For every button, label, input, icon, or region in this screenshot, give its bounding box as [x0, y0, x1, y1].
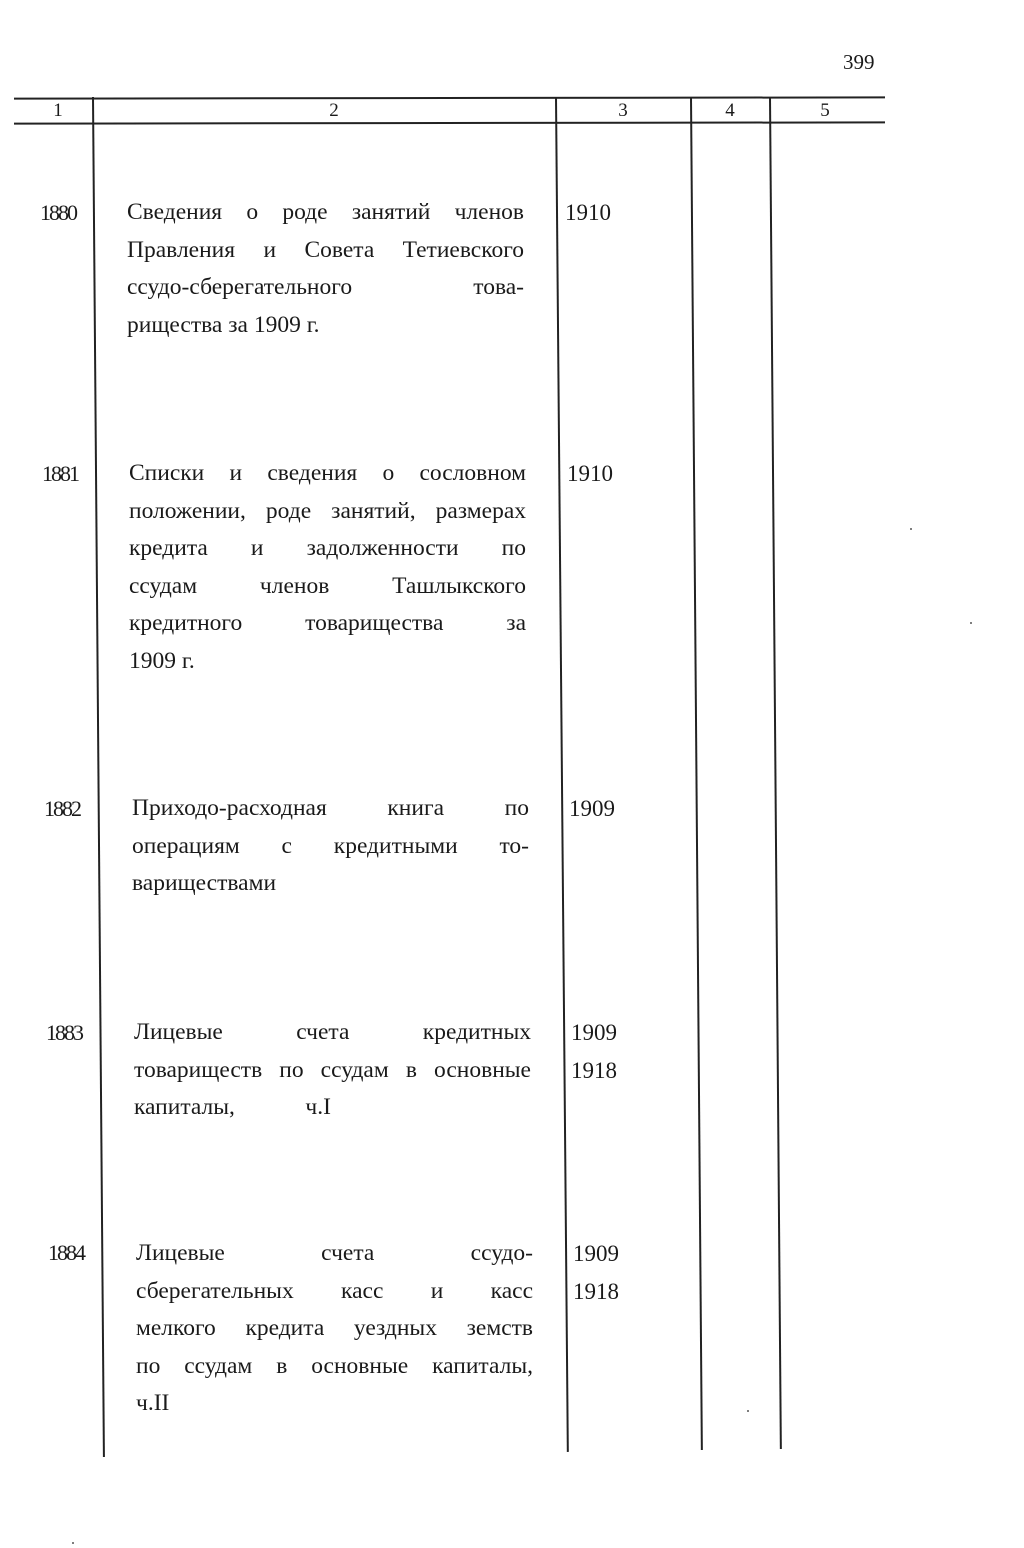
description-line: Приходо-расходная книга по — [132, 795, 529, 821]
year: 1918 — [573, 1279, 619, 1304]
year: 1909 — [569, 796, 615, 821]
column-divider-1-2 — [92, 97, 104, 1457]
description-line: ч.II — [136, 1390, 170, 1416]
description-line: по ссудам в основные капиталы, — [136, 1352, 533, 1379]
table-top-rule — [14, 96, 885, 99]
entry-description — [129, 455, 526, 680]
scan-speck — [910, 528, 912, 530]
entry-number: 1884 — [48, 1240, 84, 1265]
entry-number: 1881 — [42, 461, 78, 486]
year: 1910 — [565, 200, 611, 225]
year: 1910 — [567, 461, 613, 486]
page-number: 399 — [843, 50, 875, 74]
year: 1909 — [571, 1020, 617, 1045]
year: 1918 — [571, 1058, 617, 1083]
scan-speck — [970, 622, 972, 624]
column-header-3: 3 — [618, 100, 628, 121]
column-header-4: 4 — [725, 100, 735, 121]
column-header-1: 1 — [53, 100, 63, 121]
description-line: рищества за 1909 г. — [127, 311, 320, 338]
entry-years — [573, 1235, 619, 1311]
description-line: ссудам членов Ташлыкского — [129, 572, 526, 599]
entry-number: 1883 — [46, 1020, 82, 1045]
entry-description — [132, 790, 529, 903]
scan-speck — [72, 1542, 74, 1544]
column-divider-2-3 — [555, 97, 568, 1452]
description-line: сберегательных касс и касс — [136, 1277, 533, 1304]
description-line: положении, роде занятий, размерах — [129, 497, 526, 524]
entry-years — [567, 455, 613, 493]
entry-description — [134, 1014, 531, 1127]
entry-number: 1880 — [40, 200, 76, 225]
column-divider-4-5 — [769, 97, 781, 1449]
table-header-bottom-rule — [14, 121, 885, 124]
description-line: вариществами — [132, 870, 277, 896]
description-line: Списки и сведения о сословном — [129, 460, 526, 486]
description-line: кредитного товарищества за — [129, 610, 526, 636]
description-line: Лицевые счета ссудо- — [136, 1240, 533, 1266]
column-header-2: 2 — [329, 100, 339, 121]
description-line: операциям с кредитными то- — [132, 832, 529, 859]
year: 1909 — [573, 1241, 619, 1266]
entry-years — [571, 1014, 617, 1090]
description-line: 1909 г. — [129, 647, 195, 674]
description-line: Лицевые счета кредитных — [134, 1019, 531, 1045]
column-divider-3-4 — [690, 97, 702, 1450]
description-line: капиталы, ч.I — [134, 1094, 331, 1120]
entry-years — [569, 790, 615, 828]
description-line: Сведения о роде занятий членов — [127, 199, 524, 225]
scan-speck — [747, 1410, 749, 1412]
entry-years — [565, 194, 611, 232]
entry-description — [127, 194, 524, 344]
description-line: кредита и задолженности по — [129, 535, 526, 561]
column-header-5: 5 — [820, 100, 830, 121]
description-line: мелкого кредита уездных земств — [136, 1315, 533, 1341]
entry-description — [136, 1235, 533, 1423]
description-line: Правления и Совета Тетиевского — [127, 236, 524, 263]
entry-number: 1882 — [44, 796, 80, 821]
description-line: ссудо-сберегательного това- — [127, 274, 524, 300]
description-line: товариществ по ссудам в основные — [134, 1056, 531, 1083]
